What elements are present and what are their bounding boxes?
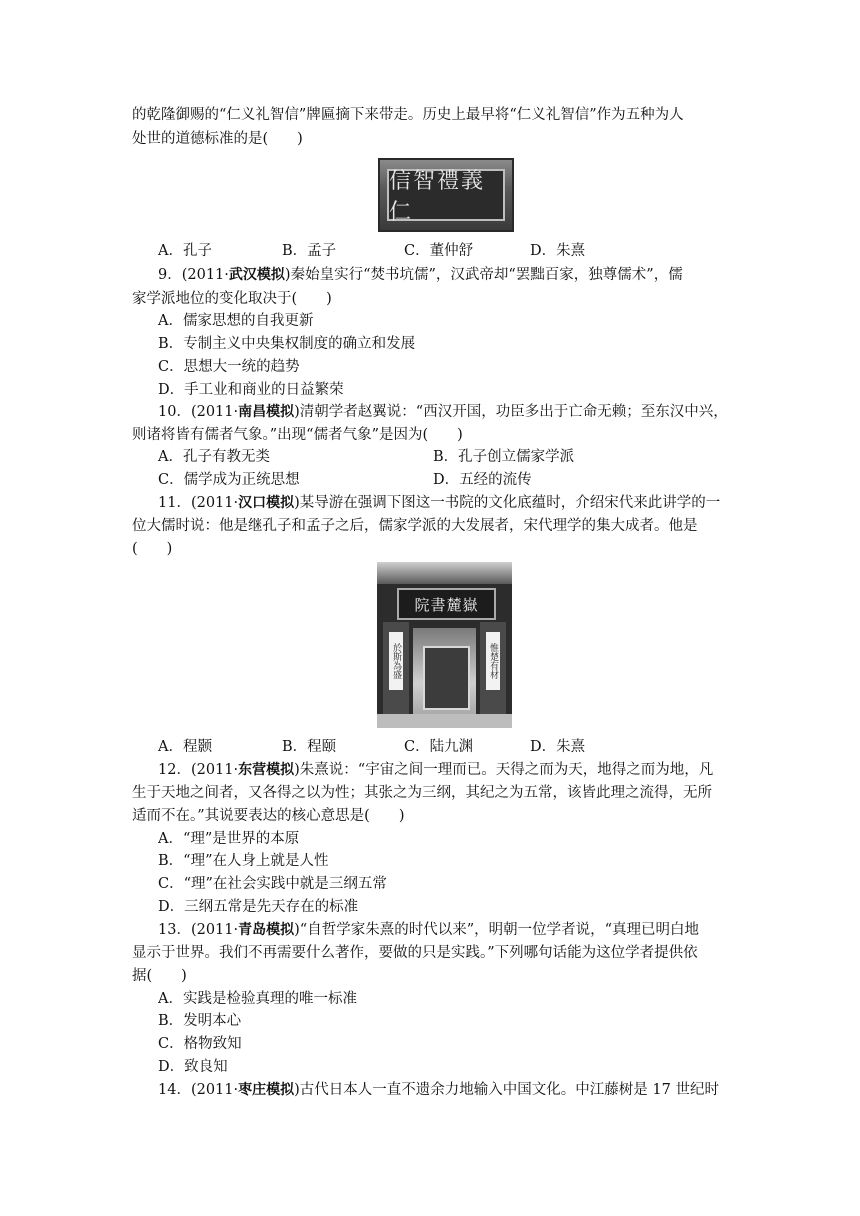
gate-sign: 院書麓嶽	[397, 588, 496, 620]
gate-roof	[377, 562, 512, 584]
q13-number: 13．(2011·	[158, 922, 239, 938]
q10-option-a: A．孔子有教无类	[158, 449, 270, 465]
gate-doorway	[413, 628, 476, 728]
q10-number: 10．(2011·	[158, 404, 239, 420]
q9-source: 武汉模拟	[228, 267, 285, 283]
q13-stem-start: )“自哲学家朱熹的时代以来”，明朝一位学者说，“真理已明白地	[294, 922, 700, 938]
plaque-image	[378, 158, 514, 232]
q8-line1: 的乾隆御赐的“仁义礼智信”牌匾摘下来带走。历史上最早将“仁义礼智信”作为五种为人	[132, 107, 684, 123]
q11-line3: ( )	[132, 541, 173, 557]
q8-line2: 处世的道德标准的是( )	[132, 131, 303, 147]
q9-number: 9．(2011·	[158, 267, 229, 283]
q10-line1	[158, 401, 728, 423]
gate-ground	[377, 714, 512, 728]
q9-stem-start: )秦始皇实行“焚书坑儒”，汉武帝却“罢黜百家，独尊儒术”，儒	[284, 267, 683, 283]
q12-line3: 适而不在。”其说要表达的核心意思是( )	[132, 808, 405, 824]
q14-stem-start: )古代日本人一直不遗余力地输入中国文化。中江藤树是 17 世纪时	[294, 1082, 719, 1098]
q12-option-c: C．“理”在社会实践中就是三纲五常	[158, 876, 387, 892]
q11-option-b: B．程颐	[282, 739, 337, 755]
q14-source: 枣庄模拟	[238, 1082, 295, 1098]
q9-option-a: A．儒家思想的自我更新	[158, 313, 314, 329]
q13-source: 青岛模拟	[238, 922, 295, 938]
q11-option-d: D．朱熹	[530, 739, 586, 755]
q14-line1	[158, 1079, 719, 1101]
q9-option-c: C．思想大一统的趋势	[158, 359, 300, 375]
q11-source: 汉口模拟	[238, 495, 295, 511]
q10-stem-start: )清朝学者赵翼说：“西汉开国，功臣多出于亡命无赖；至东汉中兴，	[294, 404, 728, 420]
q10-option-c: C．儒学成为正统思想	[158, 472, 300, 488]
q12-number: 12．(2011·	[158, 762, 239, 778]
q13-option-d: D．致良知	[158, 1059, 228, 1075]
q13-line2: 显示于世界。我们不再需要什么著作，要做的只是实践。”下列哪句话能为这位学者提供依	[132, 945, 698, 961]
couplet-left: 於斯為盛	[389, 632, 403, 690]
q11-line2: 位大儒时说：他是继孔子和孟子之后，儒家学派的大发展者，宋代理学的集大成者。他是	[132, 518, 698, 534]
q11-stem-start: )某导游在强调下图这一书院的文化底蕴时，介绍宋代来此讲学的一	[294, 495, 721, 511]
q8-options	[158, 240, 585, 262]
q13-line3: 据( )	[132, 968, 187, 984]
q12-option-b: B．“理”在人身上就是人性	[158, 853, 329, 869]
q12-source: 东营模拟	[238, 762, 295, 778]
q10-source: 南昌模拟	[238, 404, 295, 420]
q9-option-d: D．手工业和商业的日益繁荣	[158, 382, 344, 398]
q9-line2: 家学派地位的变化取决于( )	[132, 291, 332, 307]
q11-options	[158, 736, 585, 758]
plaque-text: 信智禮義仁	[387, 169, 505, 221]
q9-line1	[158, 264, 683, 286]
q13-line1	[158, 919, 699, 941]
q8-option-d: D．朱熹	[530, 243, 586, 259]
q10-line2: 则诸将皆有儒者气象。”出现“儒者气象”是因为( )	[132, 427, 463, 443]
q12-line2: 生于天地之间者，又各得之以为性；其张之为三纲，其纪之为五常，该皆此理之流得，无所	[132, 785, 712, 801]
q10-option-d: D．五经的流传	[433, 472, 532, 488]
q11-number: 11．(2011·	[158, 495, 239, 511]
q11-option-c: C．陆九渊	[404, 739, 474, 755]
q11-line1	[158, 492, 720, 514]
q12-stem-start: )朱熹说：“宇宙之间一理而已。天得之而为天，地得之而为地，凡	[294, 762, 714, 778]
q9-option-b: B．专制主义中央集权制度的确立和发展	[158, 336, 416, 352]
q13-option-b: B．发明本心	[158, 1013, 242, 1029]
q10-options-row2	[158, 469, 718, 491]
gate-inner-hall	[423, 646, 470, 710]
academy-gate-image	[377, 562, 512, 728]
q10-options-row1	[158, 446, 718, 468]
couplet-right: 惟楚有材	[486, 632, 500, 690]
q10-option-b: B．孔子创立儒家学派	[433, 449, 575, 465]
q14-number: 14．(2011·	[158, 1082, 239, 1098]
q8-option-a: A．孔子	[158, 243, 212, 259]
q12-option-a: A．“理”是世界的本原	[158, 831, 300, 847]
q12-line1	[158, 759, 713, 781]
q12-option-d: D．三纲五常是先天存在的标准	[158, 899, 359, 915]
q8-option-c: C．董仲舒	[404, 243, 474, 259]
q13-option-c: C．格物致知	[158, 1036, 242, 1052]
q13-option-a: A．实践是检验真理的唯一标准	[158, 991, 357, 1007]
q11-option-a: A．程颢	[158, 739, 212, 755]
q8-option-b: B．孟子	[282, 243, 337, 259]
